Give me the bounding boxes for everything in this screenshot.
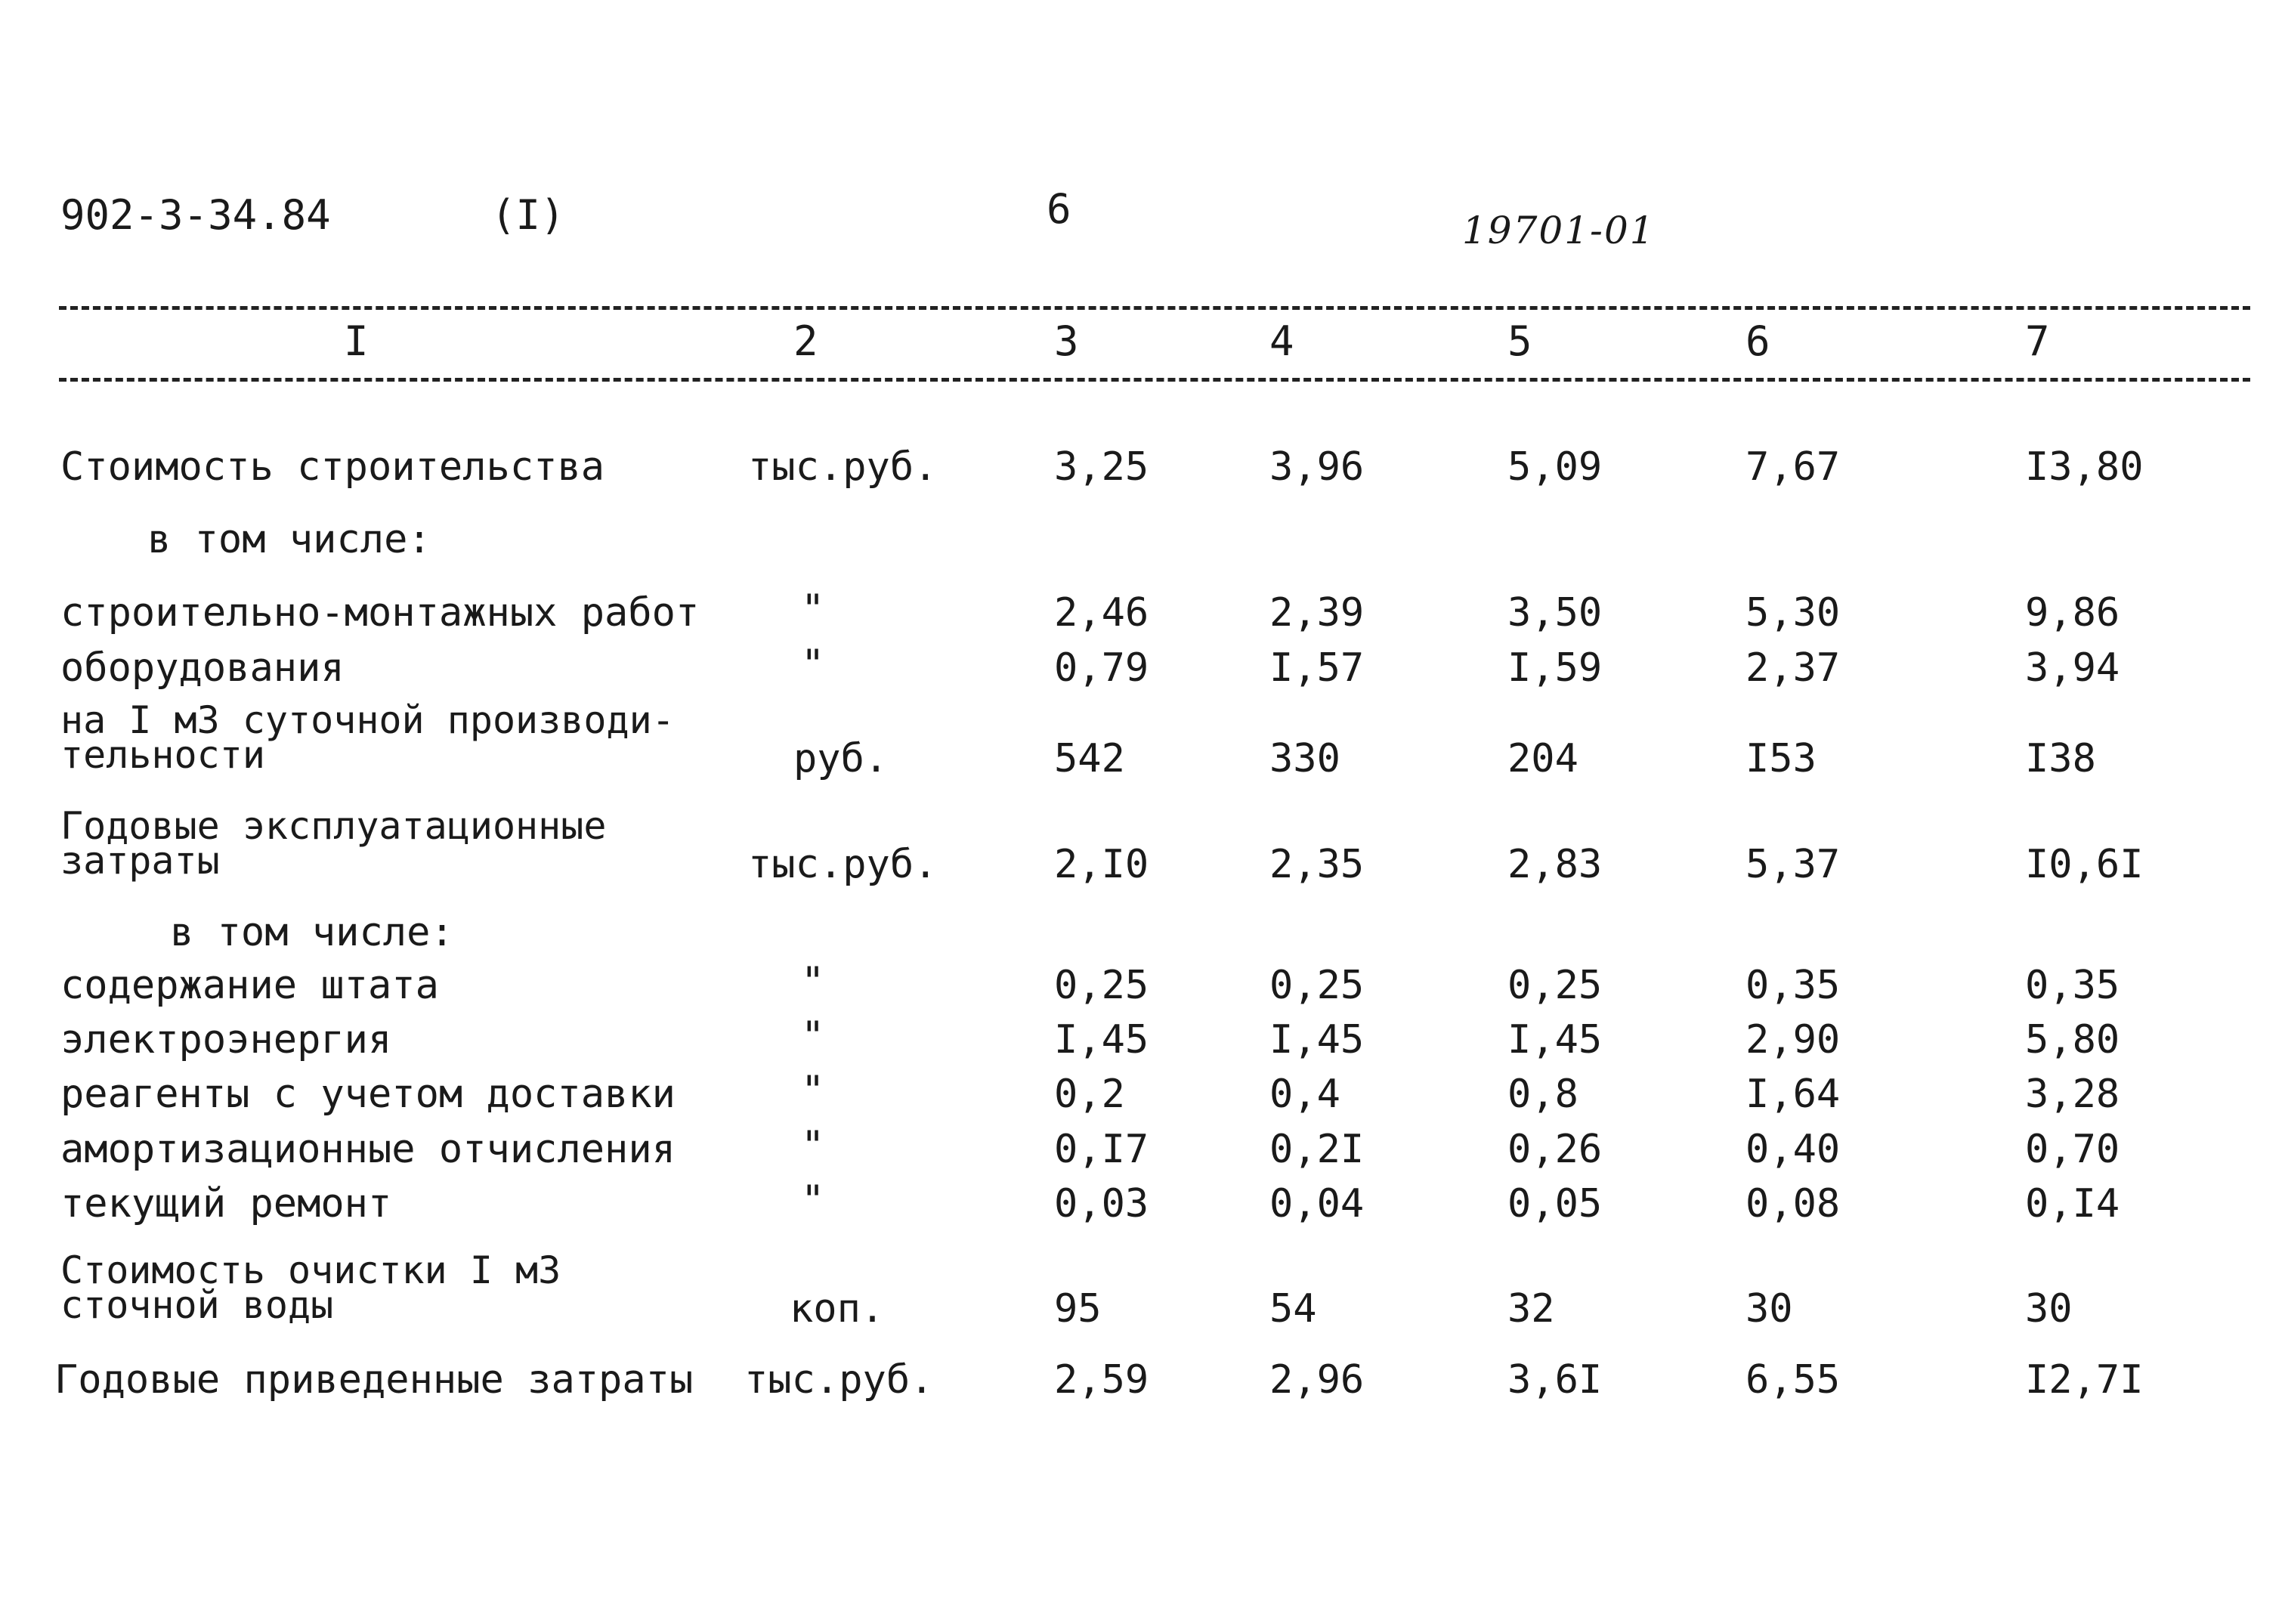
row-label: электроэнергия: [60, 1017, 392, 1063]
table-cell: 0,26: [1507, 1127, 1603, 1172]
table-cell: 2,46: [1054, 590, 1149, 636]
table-cell: 0,2I: [1269, 1127, 1365, 1172]
table-cell: 0,25: [1507, 963, 1603, 1008]
table-cell: 3,25: [1054, 444, 1149, 490]
row-label: [60, 1248, 561, 1327]
table-cell: 0,2: [1054, 1072, 1125, 1117]
table-cell: 9,86: [2025, 590, 2120, 636]
table-cell: 5,30: [1745, 590, 1841, 636]
row-unit: тыс.руб.: [744, 1357, 934, 1403]
table-cell: 2,39: [1269, 590, 1365, 636]
ditto-mark: ": [801, 1068, 825, 1113]
inventory-number: 19701-01: [1462, 209, 1656, 252]
column-header-6: 6: [1745, 317, 1770, 365]
row-label: Годовые приведенные затраты: [54, 1357, 694, 1403]
table-cell: 542: [1054, 736, 1125, 781]
table-cell: 3,96: [1269, 444, 1365, 490]
table-cell: 0,05: [1507, 1181, 1603, 1227]
table-cell: I,64: [1745, 1072, 1841, 1117]
row-label-line: Стоимость очистки I м3: [60, 1248, 561, 1292]
document-part: (I): [491, 191, 565, 239]
table-cell: 0,35: [1745, 963, 1841, 1008]
row-label: строительно-монтажных работ: [60, 590, 700, 636]
table-cell: 204: [1507, 736, 1578, 781]
table-cell: I,45: [1269, 1017, 1365, 1063]
table-cell: 0,70: [2025, 1127, 2120, 1172]
table-cell: 0,04: [1269, 1181, 1365, 1227]
row-label: [60, 698, 675, 777]
table-cell: 5,37: [1745, 842, 1841, 887]
column-header-1: I: [344, 317, 369, 365]
table-cell: I,45: [1507, 1017, 1603, 1063]
row-label: амортизационные отчисления: [60, 1127, 676, 1172]
row-subheading: в том числе:: [147, 517, 431, 562]
row-unit: коп.: [790, 1286, 885, 1332]
row-unit: тыс.руб.: [748, 444, 938, 490]
row-label: реагенты с учетом доставки: [60, 1072, 676, 1117]
ditto-mark: ": [801, 642, 825, 687]
ditto-mark: ": [801, 1177, 825, 1223]
column-header-5: 5: [1507, 317, 1532, 365]
table-cell: 95: [1054, 1286, 1102, 1332]
table-cell: 2,90: [1745, 1017, 1841, 1063]
row-unit: тыс.руб.: [748, 842, 938, 887]
table-cell: I38: [2025, 736, 2096, 781]
row-label-line: затраты: [60, 839, 220, 883]
row-label-line: сточной воды: [60, 1283, 334, 1327]
table-cell: 330: [1269, 736, 1340, 781]
table-cell: I3,80: [2025, 444, 2144, 490]
table-cell: 3,94: [2025, 645, 2120, 691]
table-cell: 5,09: [1507, 444, 1603, 490]
table-cell: 2,96: [1269, 1357, 1365, 1403]
table-cell: 2,59: [1054, 1357, 1149, 1403]
table-cell: 3,6I: [1507, 1357, 1603, 1403]
table-cell: 30: [1745, 1286, 1793, 1332]
table-cell: I0,6I: [2025, 842, 2144, 887]
table-cell: 5,80: [2025, 1017, 2120, 1063]
table-cell: 0,I4: [2025, 1181, 2120, 1227]
table-cell: 0,I7: [1054, 1127, 1149, 1172]
ditto-mark: ": [801, 1123, 825, 1168]
table-cell: 2,83: [1507, 842, 1603, 887]
column-header-4: 4: [1269, 317, 1294, 365]
table-cell: 7,67: [1745, 444, 1841, 490]
table-cell: 32: [1507, 1286, 1555, 1332]
table-cell: 3,28: [2025, 1072, 2120, 1117]
table-cell: 0,08: [1745, 1181, 1841, 1227]
ditto-mark: ": [801, 1013, 825, 1059]
table-cell: 2,37: [1745, 645, 1841, 691]
row-label: Стоимость строительства: [60, 444, 605, 490]
table-cell: 0,4: [1269, 1072, 1340, 1117]
table-cell: 2,35: [1269, 842, 1365, 887]
table-cell: 0,79: [1054, 645, 1149, 691]
table-cell: 0,40: [1745, 1127, 1841, 1172]
table-cell: 54: [1269, 1286, 1317, 1332]
table-cell: I2,7I: [2025, 1357, 2144, 1403]
table-cell: 0,25: [1054, 963, 1149, 1008]
table-cell: 3,50: [1507, 590, 1603, 636]
row-label-line: Годовые эксплуатационные: [60, 804, 607, 848]
row-label-line: на I м3 суточной производи-: [60, 698, 675, 742]
table-cell: I53: [1745, 736, 1817, 781]
column-header-2: 2: [793, 317, 818, 365]
table-cell: I,59: [1507, 645, 1603, 691]
document-code: 902-3-34.84: [60, 191, 331, 239]
ditto-mark: ": [801, 959, 825, 1004]
row-label: содержание штата: [60, 963, 439, 1008]
row-label-line: тельности: [60, 733, 265, 777]
table-cell: 0,35: [2025, 963, 2120, 1008]
row-label: [60, 804, 607, 883]
row-label: оборудования: [60, 645, 345, 691]
ditto-mark: ": [801, 586, 825, 632]
table-top-rule: [59, 306, 2250, 310]
table-cell: 6,55: [1745, 1357, 1841, 1403]
page-number: 6: [1047, 185, 1071, 233]
table-cell: 2,I0: [1054, 842, 1149, 887]
table-cell: 30: [2025, 1286, 2073, 1332]
table-header-rule: [59, 378, 2250, 382]
row-label: текущий ремонт: [60, 1181, 392, 1227]
row-subheading: в том числе:: [170, 910, 454, 955]
row-unit: руб.: [793, 736, 889, 781]
table-cell: I,57: [1269, 645, 1365, 691]
table-cell: I,45: [1054, 1017, 1149, 1063]
table-cell: 0,03: [1054, 1181, 1149, 1227]
table-cell: 0,25: [1269, 963, 1365, 1008]
column-header-3: 3: [1054, 317, 1079, 365]
table-cell: 0,8: [1507, 1072, 1578, 1117]
column-header-7: 7: [2025, 317, 2050, 365]
